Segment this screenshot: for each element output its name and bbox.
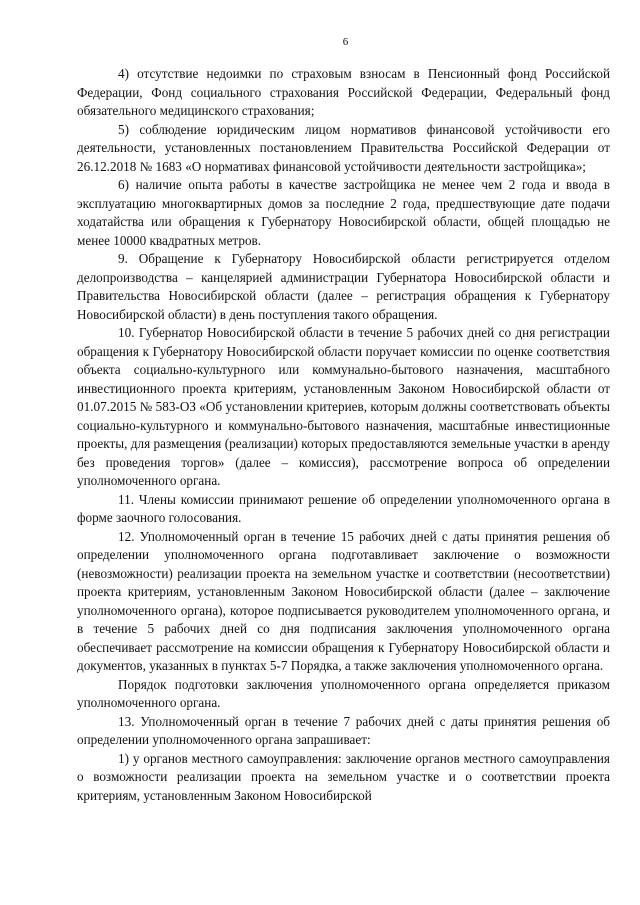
paragraph-clause-11: 11. Члены комиссии принимают решение об определении уполномоченного органа в форме заочного голосования. — [77, 491, 610, 525]
page-number: 6 — [342, 36, 349, 48]
paragraph-item-6: 6) наличие опыта работы в качестве застройщика не менее чем 2 года и ввода в эксплуатацию многоквартирных домов за последние 2 года, предшествующие дате подачи ходатайства или обращения к Губернатору Новосибирской области, общей площадью не менее 10000 квадратных метров. — [77, 177, 610, 248]
document-page — [77, 35, 610, 805]
paragraph-clause-12: 12. Уполномоченный орган в течение 15 рабочих дней с даты принятия решения об определении уполномоченного органа подготавливает заключение о возможности (невозможности) реализации проекта на земельном участке и соответствии (несоответствии) проекта критериям, установленным Законом Новосибирской области (далее – заключение уполномоченного органа), которое подписывается руководителем уполномоченного органа, и в течение 5 рабочих дней со дня подписания заключения уполномоченного органа обеспечивает рассмотрение на комиссии обращения к Губернатору Новосибирской области и документов, указанных в пунктах 5-7 Порядка, а также заключения уполномоченного органа. — [77, 528, 610, 673]
paragraph-clause-13: 13. Уполномоченный орган в течение 7 рабочих дней с даты принятия решения об определении уполномоченного органа запрашивает: — [77, 713, 610, 747]
paragraph-item-4: 4) отсутствие недоимки по страховым взносам в Пенсионный фонд Российской Федерации, Фонд социального страхования Российской Федерации, Федеральный фонд обязательного медицинского страхования; — [77, 66, 610, 118]
paragraph-clause-10: 10. Губернатор Новосибирской области в течение 5 рабочих дней со дня регистрации обращения к Губернатору Новосибирской области поручает комиссии по оценке соответствия объекта социально-культурного или коммунально-бытового назначения, масштабного инвестиционного проекта критериям, установленным Законом Новосибирской области от 01.07.2015 № 583-ОЗ «Об установлении критериев, которым должны соответствовать объекты социально-культурного и коммунально-бытового назначения, масштабные инвестиционные проекты, для размещения (реализации) которых предоставляются земельные участки в аренду без проведения торгов» (далее – комиссия), рассмотрение вопроса об определении уполномоченного органа. — [77, 325, 610, 488]
paragraph-item-5: 5) соблюдение юридическим лицом нормативов финансовой устойчивости его деятельности, установленных постановлением Правительства Российской Федерации от 26.12.2018 № 1683 «О нормативах финансовой устойчивости деятельности застройщика»; — [77, 121, 610, 174]
paragraph-clause-9: 9. Обращение к Губернатору Новосибирской области регистрируется отделом делопроизводства – канцелярией администрации Губернатора Новосибирской области и Правительства Новосибирской области (далее – регистрация обращения к Губернатору Новосибирской области) в день поступления такого обращения. — [77, 251, 610, 322]
paragraph-subitem-1: 1) у органов местного самоуправления: заключение органов местного самоуправления о возможности реализации проекта на земельном участке и о соответствии проекта критериям, установленным Законом Новосибирской — [77, 750, 610, 803]
paragraph-procedure-note: Порядок подготовки заключения уполномоченного органа определяется приказом уполномоченного органа. — [77, 676, 610, 710]
